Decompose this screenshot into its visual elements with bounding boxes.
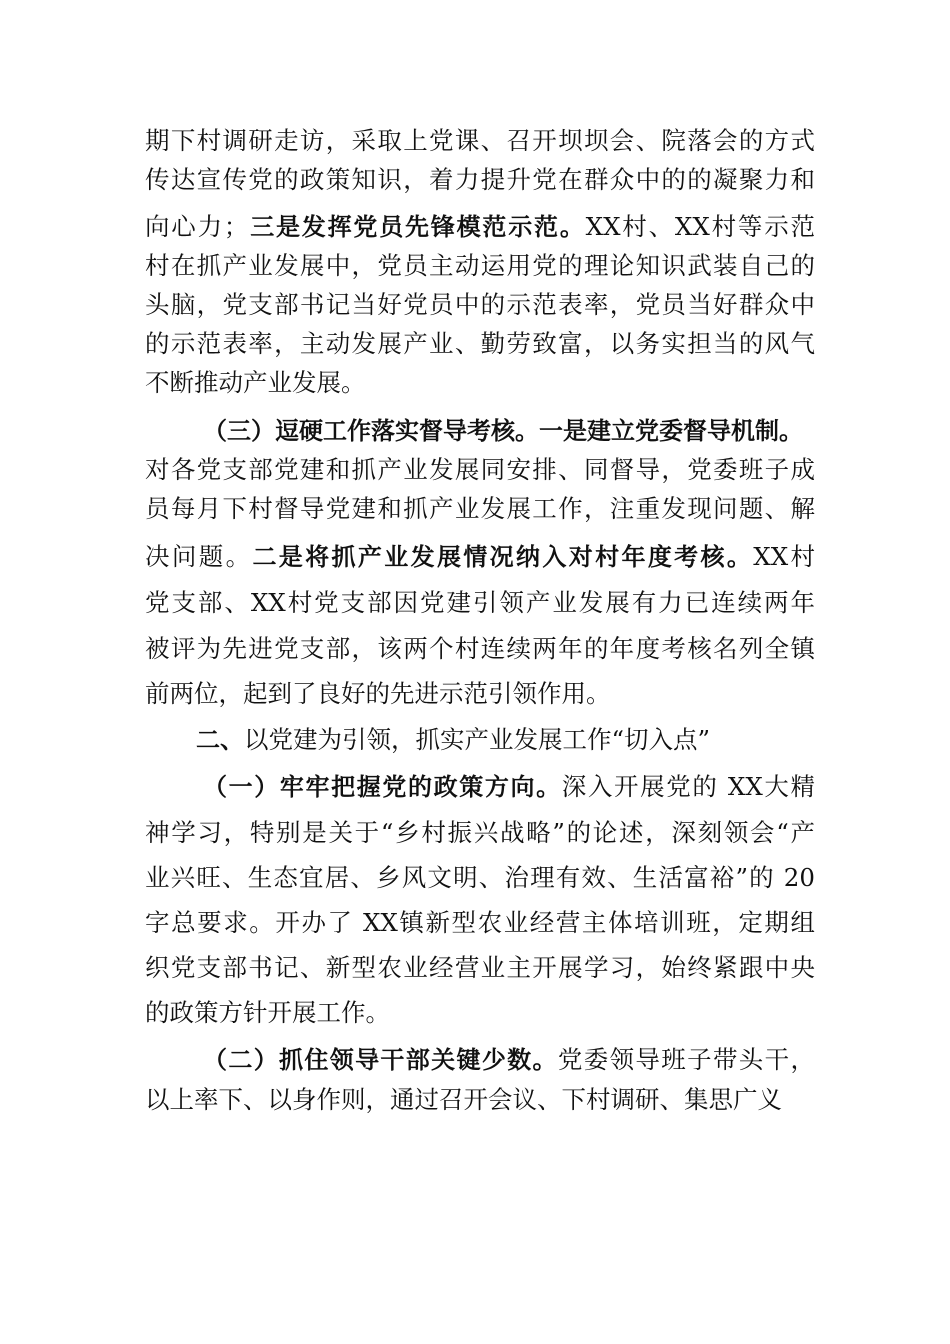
bold-heading: 三是发挥党员先锋模范示范。 xyxy=(248,213,586,241)
text-line: 业兴旺、生态宜居、乡风文明、治理有效、生活富裕”的 20 xyxy=(145,863,815,892)
bold-heading: 二、 xyxy=(196,726,244,754)
text-run: 党委领导班子带头干， xyxy=(557,1045,816,1074)
bold-heading: 二是将抓产业发展情况纳入对村年度考核。 xyxy=(252,543,754,571)
text-line: 传达宣传党的政策知识，着力提升党在群众中的的凝聚力和 xyxy=(145,165,815,194)
text-line: 被评为先进党支部，该两个村连续两年的年度考核名列全镇 xyxy=(145,634,815,663)
section-heading xyxy=(203,1040,815,1080)
text-line: 对各党支部党建和抓产业发展同安排、同督导，党委班子成 xyxy=(145,455,815,484)
text-line: 的示范表率，主动发展产业、勤劳致富，以务实担当的风气 xyxy=(145,329,815,358)
text-line: 以上率下、以身作则，通过召开会议、下村调研、集思广义 xyxy=(145,1085,782,1114)
bold-heading: （三）逗硬工作落实督导考核。一是建立党委督导机制。 xyxy=(203,417,803,445)
text-line: 不断推动产业发展。 xyxy=(145,368,366,397)
text-run: XX村 xyxy=(753,542,816,571)
text-run: XX村、XX村等示范 xyxy=(585,212,815,241)
text-run: 以党建为引领，抓实产业发展工作“切入点” xyxy=(244,725,711,754)
text-line: 神学习，特别是关于“乡村振兴战略”的论述，深刻领会“产 xyxy=(145,818,815,847)
text-line: 的政策方针开展工作。 xyxy=(145,998,390,1027)
bold-heading: （一）牢牢把握党的政策方向。 xyxy=(203,773,562,801)
text-line: 员每月下村督导党建和抓产业发展工作，注重发现问题、解 xyxy=(145,494,815,523)
text-line: 字总要求。开办了 XX镇新型农业经营主体培训班，定期组 xyxy=(145,908,815,937)
text-line xyxy=(145,207,815,247)
text-run: 决问题。 xyxy=(145,542,253,571)
text-line: 头脑，党支部书记当好党员中的示范表率，党员当好群众中 xyxy=(145,290,815,319)
text-line: 党支部、XX村党支部因党建引领产业发展有力已连续两年 xyxy=(145,588,815,617)
section-heading xyxy=(203,767,815,807)
text-line: 村在抓产业发展中，党员主动运用党的理论知识武装自己的 xyxy=(145,251,815,280)
text-line xyxy=(145,537,815,577)
text-run: 向心力； xyxy=(145,212,249,241)
section-heading xyxy=(203,411,815,451)
text-line: 织党支部书记、新型农业经营业主开展学习，始终紧跟中央 xyxy=(145,953,815,982)
text-line: 期下村调研走访，采取上党课、召开坝坝会、院落会的方式 xyxy=(145,126,815,155)
bold-heading: （二）抓住领导干部关键少数。 xyxy=(203,1046,558,1074)
section-heading xyxy=(196,720,808,760)
text-run: 深入开展党的 XX大精 xyxy=(561,772,816,801)
text-line: 前两位，起到了良好的先进示范引领作用。 xyxy=(145,679,611,708)
